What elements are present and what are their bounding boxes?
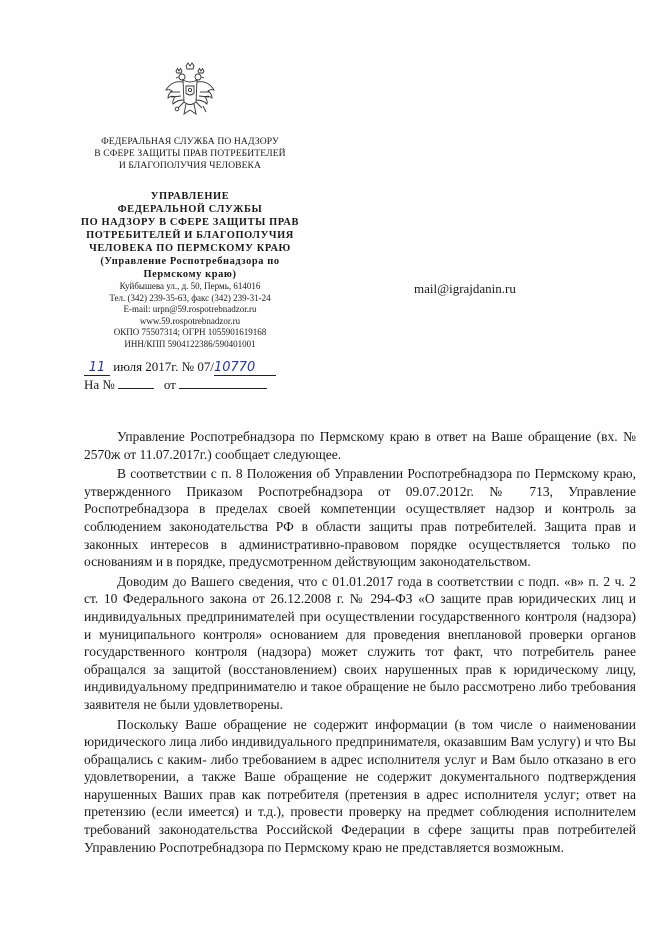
address-line: Куйбышева ул., д. 50, Пермь, 614016	[119, 281, 261, 291]
office-line: Пермскому краю)	[143, 269, 237, 280]
email-line: E-mail: urpn@59.rospotrebnadzor.ru	[123, 304, 257, 314]
inn-kpp-line: ИНН/КПП 5904122386/590401001	[124, 338, 256, 349]
ref-number-blank	[118, 376, 154, 389]
ref-ot-label: от	[163, 377, 176, 392]
body-paragraph: Управление Роспотребнадзора по Пермскому краю в ответ на Ваше обращение (вх. № 2570ж от 11.07.2017г.) сообщает следующее.	[84, 429, 636, 462]
body-paragraph: В соответствии с п. 8 Положения об Управлении Роспотребнадзора по Пермскому краю, утвержденного Приказом Роспотребнадзора от 09.07.2012г. № 713, Управление Роспотребнадзора в пределах своей компетенции осуществляет надзор и контроль за соблюдением законодательства РФ в области защиты прав потребителей. Защита прав и законных интересов в административно-правовом порядке осуществляется только по основаниям и в порядке, предусмотренном действующим законодательством.	[84, 466, 636, 570]
letter-body	[84, 428, 636, 856]
okpo-ogrn-line: ОКПО 75507314; ОГРН 1055901619168	[113, 327, 267, 337]
reference-line	[84, 376, 267, 393]
agency-line: В СФЕРЕ ЗАЩИТЫ ПРАВ ПОТРЕБИТЕЛЕЙ	[94, 148, 286, 159]
office-line: ФЕДЕРАЛЬНОЙ СЛУЖБЫ	[117, 204, 263, 215]
ref-na-label: На №	[84, 377, 115, 392]
date-text: июля 2017г. № 07/	[110, 359, 214, 374]
letterhead	[64, 136, 316, 350]
office-line: УПРАВЛЕНИЕ	[150, 191, 230, 202]
office-line: ЧЕЛОВЕКА ПО ПЕРМСКОМУ КРАЮ	[89, 243, 291, 254]
recipient-email: mail@igrajdanin.ru	[414, 281, 516, 296]
phone-line: Тел. (342) 239-35-63, факс (342) 239-31-24	[109, 292, 271, 303]
body-paragraph: Поскольку Ваше обращение не содержит информации (в том числе о наименовании юридического лица либо индивидуального предпринимателя, оказавшим Вам услугу) и что Вы обращались с каким- либо требованием в адрес исполнителя услуг и Вам было отказано в его удовлетворении, а также Ваше обращение не содержит документального подтверждения нарушенных Ваших прав как потребителя (претензия в адрес исполнителя услуг; ответ на претензию (если имеется) и т.д.), провести проверку на предмет соблюдения исполнителем требований законодательства Российской Федерации в сфере защиты прав потребителей Управлению Роспотребнадзора по Пермскому краю не представляется возможным.	[84, 716, 636, 855]
coat-of-arms-icon	[162, 62, 218, 122]
office-line: ПО НАДЗОРУ В СФЕРЕ ЗАЩИТЫ ПРАВ	[80, 217, 300, 228]
handwritten-day: 11	[84, 360, 110, 376]
body-paragraph: Доводим до Вашего сведения, что с 01.01.2017 года в соответствии с подп. «в» п. 2 ч. 2 ст. 10 Федерального закона от 26.12.2008 г. № 294-ФЗ «О защите прав юридических лиц и индивидуальных предпринимателей при осуществлении государственного контроля (надзора) и муниципального контроля» основанием для проведения внеплановой проверки органов государственного контроля (надзора) может служить тот факт, что потребитель ранее обращался за защитой (восстановлением) своих нарушенных прав к юридическому лицу, индивидуальному предпринимателю и такое обращение не было рассмотрено либо требования заявителя не были удовлетворены.	[84, 573, 636, 712]
ref-date-blank	[179, 376, 267, 389]
website-line: www.59.rospotrebnadzor.ru	[139, 315, 241, 326]
agency-line: ФЕДЕРАЛЬНАЯ СЛУЖБА ПО НАДЗОРУ	[101, 136, 279, 147]
handwritten-number: 10770	[214, 360, 276, 376]
office-line: ПОТРЕБИТЕЛЕЙ И БЛАГОПОЛУЧИЯ	[86, 230, 294, 241]
office-line: (Управление Роспотребнадзора по	[100, 256, 280, 267]
agency-line: И БЛАГОПОЛУЧИЯ ЧЕЛОВЕКА	[118, 160, 262, 171]
outgoing-number-line	[84, 359, 276, 376]
